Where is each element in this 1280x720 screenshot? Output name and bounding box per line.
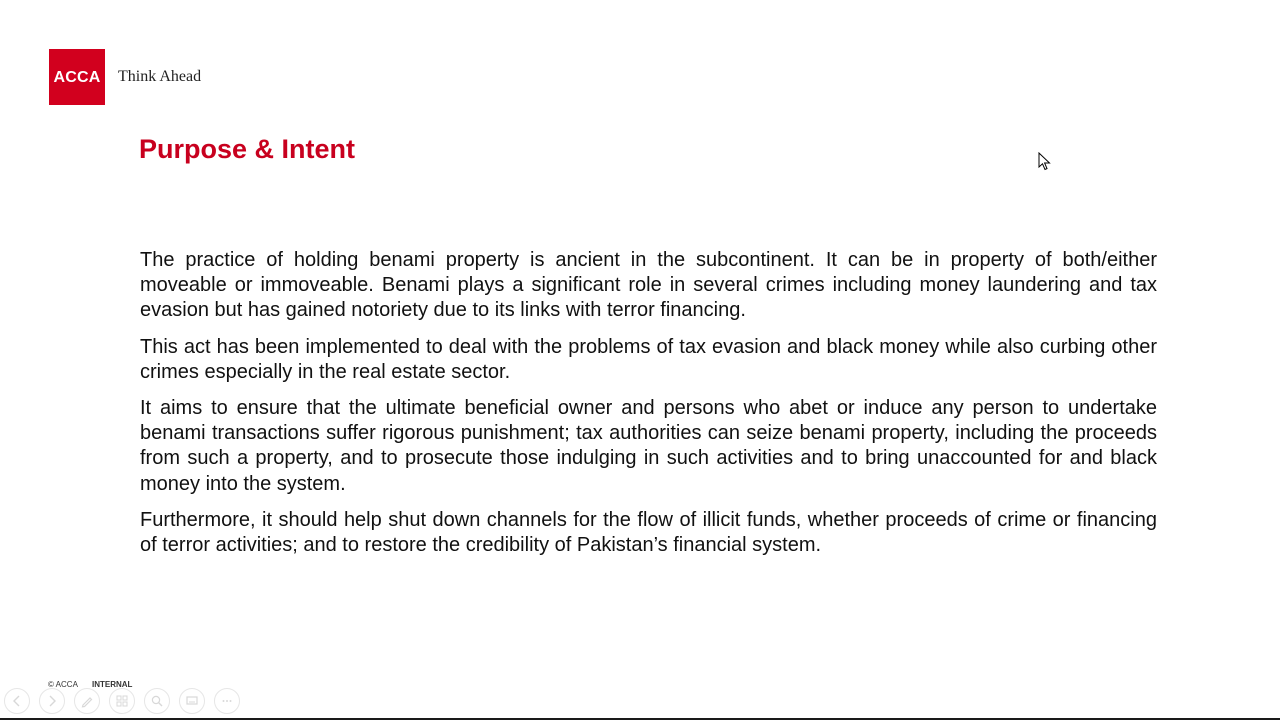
mouse-cursor-icon: [1038, 152, 1052, 172]
slideshow-controls: [4, 688, 240, 714]
more-options-button[interactable]: [214, 688, 240, 714]
paragraph-3: It aims to ensure that the ultimate beneficial owner and persons who abet or induce any person to undertake benami transactions suffer rigorous punishment; tax authorities can seize benami property, including the proceeds from such a property, and to prosecute those indulging in such activities and to bring unaccounted for and black money into the system.: [140, 397, 1157, 495]
paragraph-2: This act has been implemented to deal with the problems of tax evasion and black money while also curbing other crimes especially in the real estate sector.: [140, 335, 1157, 383]
pen-tool-button[interactable]: [74, 688, 100, 714]
subtitles-button[interactable]: [179, 688, 205, 714]
footer-copyright: © ACCA: [48, 680, 78, 689]
slide-title: Purpose & Intent: [139, 134, 356, 164]
see-all-slides-button[interactable]: [109, 688, 135, 714]
magnifier-icon: [150, 694, 164, 708]
more-options-icon: [220, 694, 234, 708]
arrow-left-icon: [10, 694, 24, 708]
paragraph-1: The practice of holding benami property is ancient in the subcontinent. It can be in property of both/either moveable or immoveable. Benami plays a significant role in several crimes including money laundering and tax evasion but has gained notoriety due to its links with terror financing.: [140, 249, 1157, 322]
arrow-right-icon: [45, 694, 59, 708]
logo-text: ACCA: [53, 69, 101, 86]
screen-icon: [185, 694, 199, 708]
pen-icon: [80, 694, 94, 708]
previous-slide-button[interactable]: [4, 688, 30, 714]
brand-tagline: Think Ahead: [118, 68, 202, 85]
paragraph-4: Furthermore, it should help shut down channels for the flow of illicit funds, whether proceeds of crime or financing of terror activities; and to restore the credibility of Pakistan’s financial system.: [140, 508, 1157, 557]
next-slide-button[interactable]: [39, 688, 65, 714]
footer-classification: INTERNAL: [92, 680, 133, 689]
slide-body: [140, 248, 1157, 569]
slides-grid-icon: [115, 694, 129, 708]
zoom-button[interactable]: [144, 688, 170, 714]
acca-logo: [49, 49, 105, 105]
